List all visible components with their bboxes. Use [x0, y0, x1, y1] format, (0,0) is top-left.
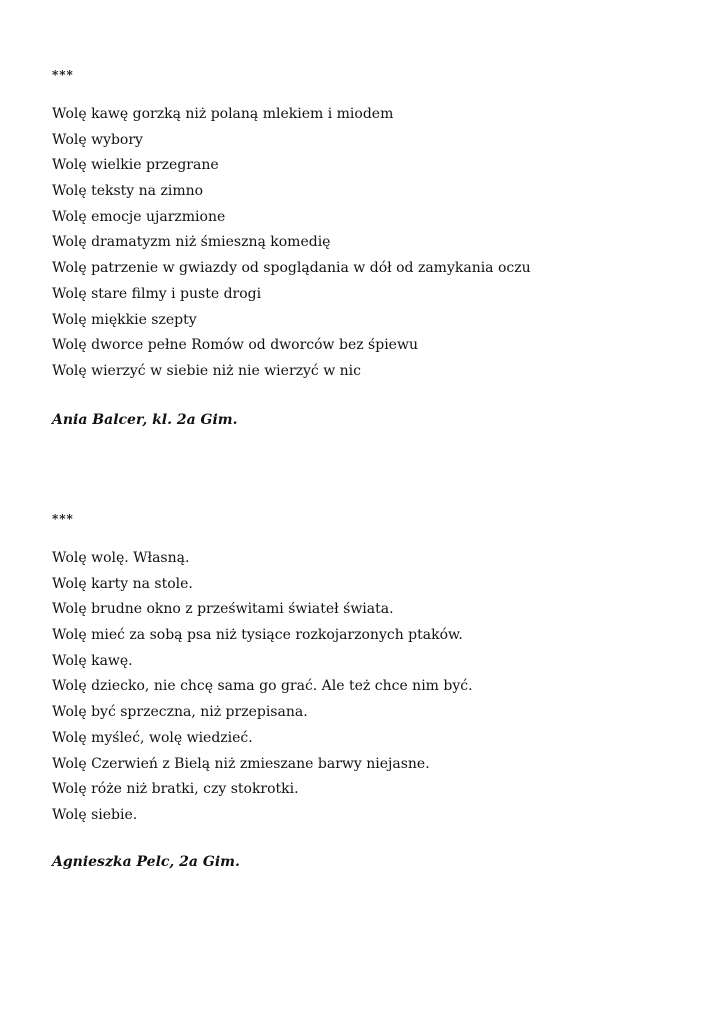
- poem-line: Wolę emocje ujarzmione: [52, 208, 226, 225]
- poem-line: Wolę być sprzeczna, niż przepisana.: [52, 704, 308, 721]
- poem-2-author: Agnieszka Pelc, 2a Gim.: [52, 853, 240, 870]
- poem-2: [52, 510, 692, 871]
- poem-1-body: [52, 102, 692, 385]
- poem-line: Wolę róże niż bratki, czy stokrotki.: [52, 781, 299, 798]
- poem-2-header: ***: [52, 512, 74, 526]
- poem-line: Wolę miękkie szepty: [52, 311, 197, 328]
- poem-line: Wolę patrzenie w gwiazdy od spoglądania w dół od zamykania oczu: [52, 260, 531, 277]
- poem-line: Wolę mieć za sobą psa niż tysiące rozkojarzonych ptaków.: [52, 627, 463, 644]
- poem-line: Wolę myśleć, wolę wiedzieć.: [52, 729, 253, 746]
- poem-1-header: ***: [52, 68, 74, 82]
- poem-line: Wolę wybory: [52, 131, 143, 148]
- poem-line: Wolę wielkie przegrane: [52, 157, 219, 174]
- poem-1: [52, 66, 692, 429]
- poem-line: Wolę karty na stole.: [52, 575, 193, 592]
- poem-line: Wolę siebie.: [52, 806, 138, 823]
- poem-line: Wolę dramatyzm niż śmieszną komedię: [52, 234, 331, 251]
- poem-line: Wolę Czerwień z Bielą niż zmieszane barwy niejasne.: [52, 755, 430, 772]
- poem-line: Wolę dworce pełne Romów od dworców bez śpiewu: [52, 337, 418, 354]
- poem-line: Wolę kawę gorzką niż polaną mlekiem i miodem: [52, 106, 394, 122]
- poem-line: Wolę stare filmy i puste drogi: [52, 285, 262, 302]
- poem-line: Wolę teksty na zimno: [52, 183, 204, 200]
- poem-line: Wolę dziecko, nie chcę sama go grać. Ale też chce nim być.: [52, 678, 473, 695]
- poem-1-author: Ania Balcer, kl. 2a Gim.: [52, 411, 238, 428]
- poem-line: Wolę brudne okno z prześwitami świateł świata.: [52, 601, 394, 618]
- poem-line: Wolę wolę. Własną.: [52, 550, 190, 566]
- poem-line: Wolę wierzyć w siebie niż nie wierzyć w nic: [52, 362, 361, 379]
- poem-2-body: [52, 546, 692, 829]
- poem-line: Wolę kawę.: [52, 652, 133, 669]
